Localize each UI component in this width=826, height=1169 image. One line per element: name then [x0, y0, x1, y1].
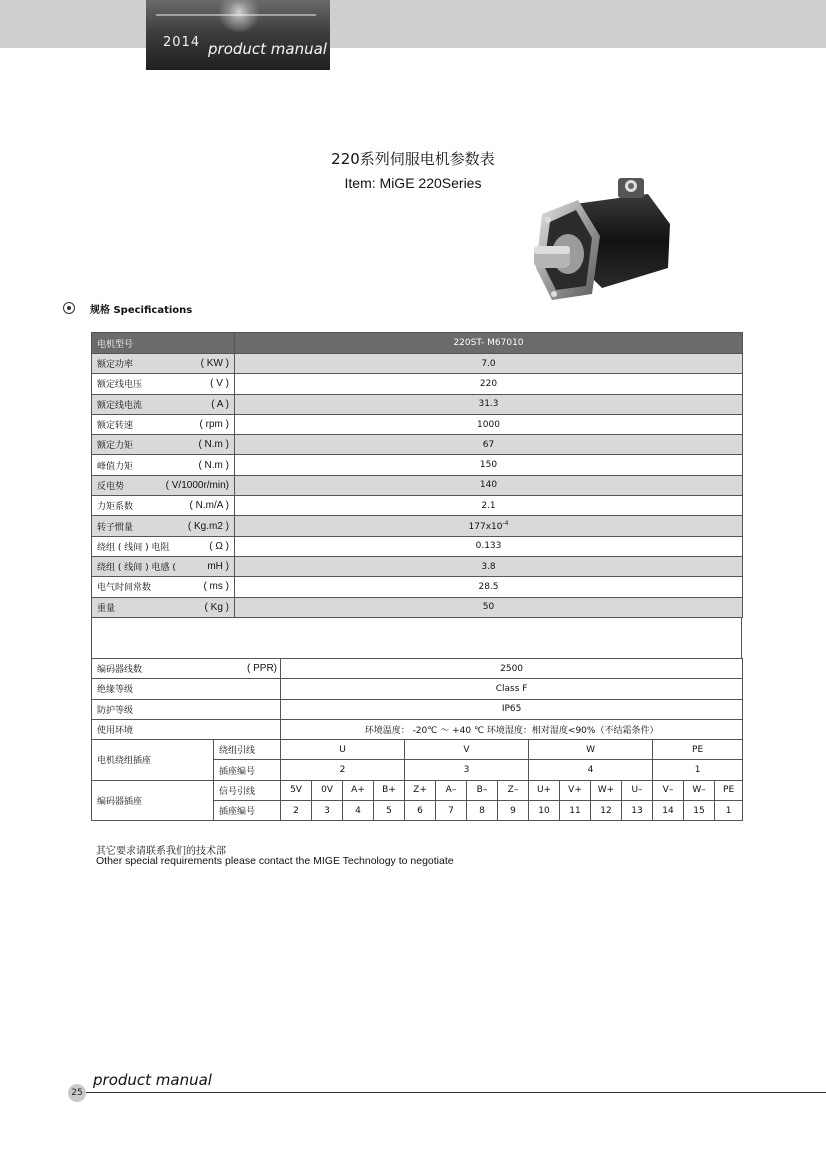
table-row: [92, 475, 743, 495]
spec-unit: ( N.m ): [198, 459, 229, 471]
table-row: [92, 354, 743, 374]
page-number-badge: 25: [68, 1084, 86, 1102]
spec-label: 绕组 ( 线间 ) 电感 (: [97, 563, 176, 574]
spec-value: [235, 516, 743, 536]
encoder-pin: 6: [405, 801, 436, 821]
spec-unit: mH ): [207, 561, 229, 573]
insulation-label: 绝缘等级: [92, 679, 281, 699]
header-year: 2014: [163, 35, 201, 50]
spec-label: 绕组 ( 线间 ) 电阻: [97, 542, 170, 553]
spec-unit: ( V ): [210, 378, 229, 390]
section-bullet-icon: [63, 302, 75, 314]
footer-title: product manual: [93, 1071, 212, 1089]
spec-value: 67: [235, 435, 743, 455]
connector-table: [91, 658, 743, 821]
spec-label: 力矩系数: [97, 502, 134, 513]
encoder-signal: U–: [622, 780, 653, 800]
spec-table: [91, 332, 743, 618]
motor-socket-label: 电机绕组插座: [92, 740, 214, 781]
spec-value-exponent: -4: [502, 520, 509, 528]
encoder-pin: 4: [343, 801, 374, 821]
encoder-socket-row2-label: 插座编号: [214, 801, 281, 821]
table-row: [92, 536, 743, 556]
spec-unit: ( N.m/A ): [189, 500, 229, 512]
motor-socket-lead: U: [281, 740, 405, 760]
spec-value: 220: [235, 374, 743, 394]
table-row: [92, 719, 743, 739]
encoder-pin: 1: [715, 801, 743, 821]
spec-label: 转子惯量: [97, 522, 134, 533]
encoder-pin: 10: [529, 801, 560, 821]
spec-label: 额定转速: [97, 421, 134, 432]
note-cn: 其它要求请联系我们的技术部: [96, 846, 226, 857]
encoder-signal: V–: [653, 780, 684, 800]
encoder-signal: A–: [436, 780, 467, 800]
encoder-pin: 8: [467, 801, 498, 821]
header-title: product manual: [208, 40, 327, 58]
encoder-signal: V+: [560, 780, 591, 800]
encoder-signal: Z–: [498, 780, 529, 800]
table-row: [92, 577, 743, 597]
table-row: [92, 780, 743, 800]
encoder-signal: B+: [374, 780, 405, 800]
protection-value: IP65: [281, 699, 743, 719]
model-value: 220ST- M67010: [235, 333, 743, 354]
spec-unit: ( N.m ): [198, 439, 229, 451]
motor-socket-pin: 4: [529, 760, 653, 780]
spec-unit: ( Ω ): [209, 540, 229, 552]
spec-value: 3.8: [235, 556, 743, 576]
spec-unit: ( Kg ): [204, 601, 229, 613]
table-row: [92, 455, 743, 475]
encoder-pin: 13: [622, 801, 653, 821]
table-row: [92, 659, 743, 679]
spec-label: 额定力矩: [97, 441, 134, 452]
footer-divider: [86, 1092, 826, 1093]
spec-value: 0.133: [235, 536, 743, 556]
section-heading: 规格 Specifications: [90, 305, 193, 316]
encoder-signal: Z+: [405, 780, 436, 800]
encoder-signal: A+: [343, 780, 374, 800]
spec-label: 反电势: [97, 481, 125, 492]
protection-label: 防护等级: [92, 699, 281, 719]
encoder-pin: 7: [436, 801, 467, 821]
spec-value: 150: [235, 455, 743, 475]
encoder-pin: 2: [281, 801, 312, 821]
environment-value: 环境温度： -20℃ ～ +40 ℃ 环境湿度：相对湿度<90%（不结霜条件）: [281, 719, 743, 739]
table-row: [92, 740, 743, 760]
motor-socket-lead: PE: [653, 740, 743, 760]
spec-label: 重量: [97, 603, 116, 614]
header-band: [0, 0, 826, 48]
motor-socket-pin: 1: [653, 760, 743, 780]
spec-label: 峰值力矩: [97, 461, 134, 472]
encoder-signal: W–: [684, 780, 715, 800]
header-photo-glow: [216, 0, 262, 32]
note-en: Other special requirements please contact the MIGE Technology to negotiate: [96, 855, 454, 867]
spec-unit: ( KW ): [200, 358, 229, 370]
spec-value: 7.0: [235, 354, 743, 374]
header-photo-flare: [156, 14, 316, 16]
insulation-value: Class F: [281, 679, 743, 699]
encoder-signal: B–: [467, 780, 498, 800]
spec-label: 额定线电流: [97, 400, 143, 411]
encoder-socket-label: 编码器插座: [92, 780, 214, 821]
encoder-pin: 9: [498, 801, 529, 821]
encoder-signal: 0V: [312, 780, 343, 800]
spec-value: 1000: [235, 414, 743, 434]
table-row: [92, 597, 743, 617]
encoder-socket-row1-label: 信号引线: [214, 780, 281, 800]
spec-value: 50: [235, 597, 743, 617]
encoder-pin: 15: [684, 801, 715, 821]
encoder-lines-unit: ( PPR): [247, 663, 278, 675]
motor-socket-lead: W: [529, 740, 653, 760]
table-blank-area: [91, 617, 742, 659]
motor-socket-row1-label: 绕组引线: [214, 740, 281, 760]
table-row: [92, 699, 743, 719]
encoder-lines-value: 2500: [281, 659, 743, 679]
spec-label: 电气时间常数: [97, 583, 152, 594]
spec-value: 31.3: [235, 394, 743, 414]
motor-socket-lead: V: [405, 740, 529, 760]
table-row: [92, 679, 743, 699]
encoder-signal: U+: [529, 780, 560, 800]
table-row: [92, 556, 743, 576]
spec-unit: ( ms ): [203, 581, 229, 593]
spec-unit: ( Kg.m2 ): [187, 520, 229, 532]
spec-value-base: 177x10: [468, 522, 503, 533]
environment-label: 使用环境: [92, 719, 281, 739]
spec-label: 额定功率: [97, 360, 134, 371]
table-row: [92, 435, 743, 455]
encoder-pin: 12: [591, 801, 622, 821]
spec-unit: ( rpm ): [199, 419, 229, 431]
servo-motor-image: [530, 176, 675, 306]
table-row: [92, 394, 743, 414]
spec-value: 28.5: [235, 577, 743, 597]
table-row: [92, 374, 743, 394]
spec-value: 2.1: [235, 496, 743, 516]
spec-value: 140: [235, 475, 743, 495]
encoder-signal: 5V: [281, 780, 312, 800]
encoder-pin: 11: [560, 801, 591, 821]
model-label: 电机型号: [92, 333, 235, 354]
table-row: [92, 414, 743, 434]
page-title-en: Item: MiGE 220Series: [344, 175, 482, 191]
motor-socket-pin: 2: [281, 760, 405, 780]
motor-socket-row2-label: 插座编号: [214, 760, 281, 780]
encoder-pin: 3: [312, 801, 343, 821]
table-header-row: [92, 333, 743, 354]
motor-socket-pin: 3: [405, 760, 529, 780]
encoder-pin: 14: [653, 801, 684, 821]
spec-label: 额定线电压: [97, 380, 143, 391]
spec-unit: ( A ): [211, 398, 229, 410]
encoder-pin: 5: [374, 801, 405, 821]
encoder-signal: PE: [715, 780, 743, 800]
spec-unit: ( V/1000r/min): [165, 479, 229, 491]
encoder-signal: W+: [591, 780, 622, 800]
table-row: [92, 496, 743, 516]
encoder-lines-label: 编码器线数: [97, 665, 143, 676]
table-row: [92, 516, 743, 536]
page-title-cn: 220系列伺服电机参数表: [331, 150, 495, 168]
